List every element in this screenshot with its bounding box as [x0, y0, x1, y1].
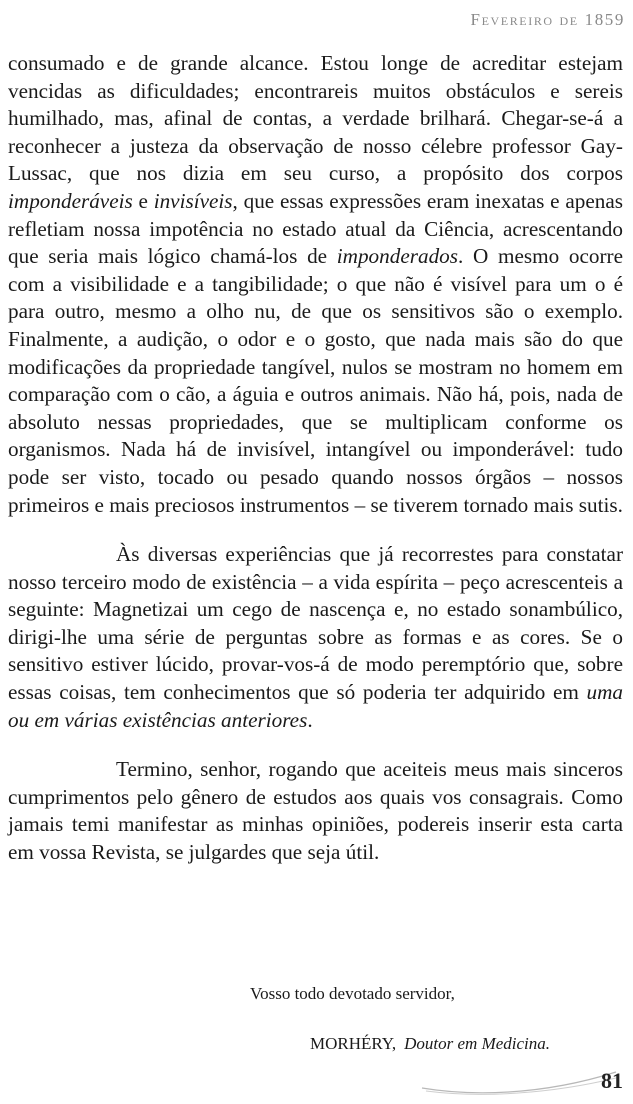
italic-phrase: imponderáveis	[8, 188, 133, 213]
paragraph-3	[8, 756, 623, 866]
text-run: e	[132, 188, 154, 213]
signature-title: Doutor em Medicina.	[404, 1034, 551, 1053]
text-run: Termino, senhor, rogando que aceiteis meus mais sinceros cumprimentos pelo gênero de estudos aos quais vos consagrais. Como jamais temi manifestar as minhas opiniões, podereis inserir esta carta em vossa Revista, se julgardes que seja útil.	[8, 757, 623, 865]
running-header: Fevereiro de 1859	[470, 10, 625, 29]
page-number: 81	[601, 1068, 623, 1093]
signature-name: MORHÉRY,	[310, 1034, 397, 1053]
paragraph-1	[8, 50, 623, 519]
text-run: . O mesmo ocorre com a visibilidade e a tangibilidade; o que não é visível para um o é para outro, mesmo a olho nu, de que os sensitivos são o exemplo. Finalmente, a audição, o odor e o gosto, que nada mais são do que modificações da propriedade tangível, nulos se mostram no homem em comparação com o cão, a águia e outros animais. Não há, pois, nada de absoluto nessas propriedades, que se multiplicam conforme os organismos. Nada há de invisível, intangível ou imponderável: tudo pode ser visto, tocado ou pesado quando nossos órgãos – nossos primeiros e mais preciosos instrumentos – se tiverem tornado mais sutis.	[8, 244, 623, 517]
letter-body	[8, 50, 623, 867]
text-run: consumado e de grande alcance. Estou longe de acreditar estejam vencidas as dificuldades; encontrareis muitos obstáculos e sereis humilhado, mas, afinal de contas, a verdade brilhará. Chegar-se-á a reconhecer a justeza da observação de nosso célebre professor Gay-Lussac, que nos dizia em seu curso, a propósito dos corpos	[8, 51, 623, 186]
text-run: , que essas expressões eram inexatas e apenas refletiam nossa impotência no estado atual da Ciência, acrescentando que seria mais lógico chamá-los de	[8, 188, 623, 269]
text-run: Às diversas experiências que já recorrestes para constatar nosso terceiro modo de existência – a vida espírita – peço acrescenteis a seguinte: Magnetizai um cego de nascença e, no estado sonambúlico, dirigi-lhe uma série de perguntas sobre as formas e as cores. Se o sensitivo estiver lúcido, provar-vos-á de modo peremptório que, sobre essas coisas, tem conhecimentos que só poderia ter adquirido em	[8, 542, 623, 705]
italic-phrase: invisíveis	[153, 188, 233, 213]
paragraph-2	[8, 541, 623, 734]
closing-salutation: Vosso todo devotado servidor,	[250, 984, 455, 1003]
page-number-swoosh	[420, 1058, 620, 1098]
signature-line	[310, 1034, 550, 1054]
italic-phrase: imponderados	[336, 244, 459, 269]
italic-phrase: uma ou em várias existências anteriores	[8, 680, 623, 732]
text-run: .	[307, 707, 313, 732]
